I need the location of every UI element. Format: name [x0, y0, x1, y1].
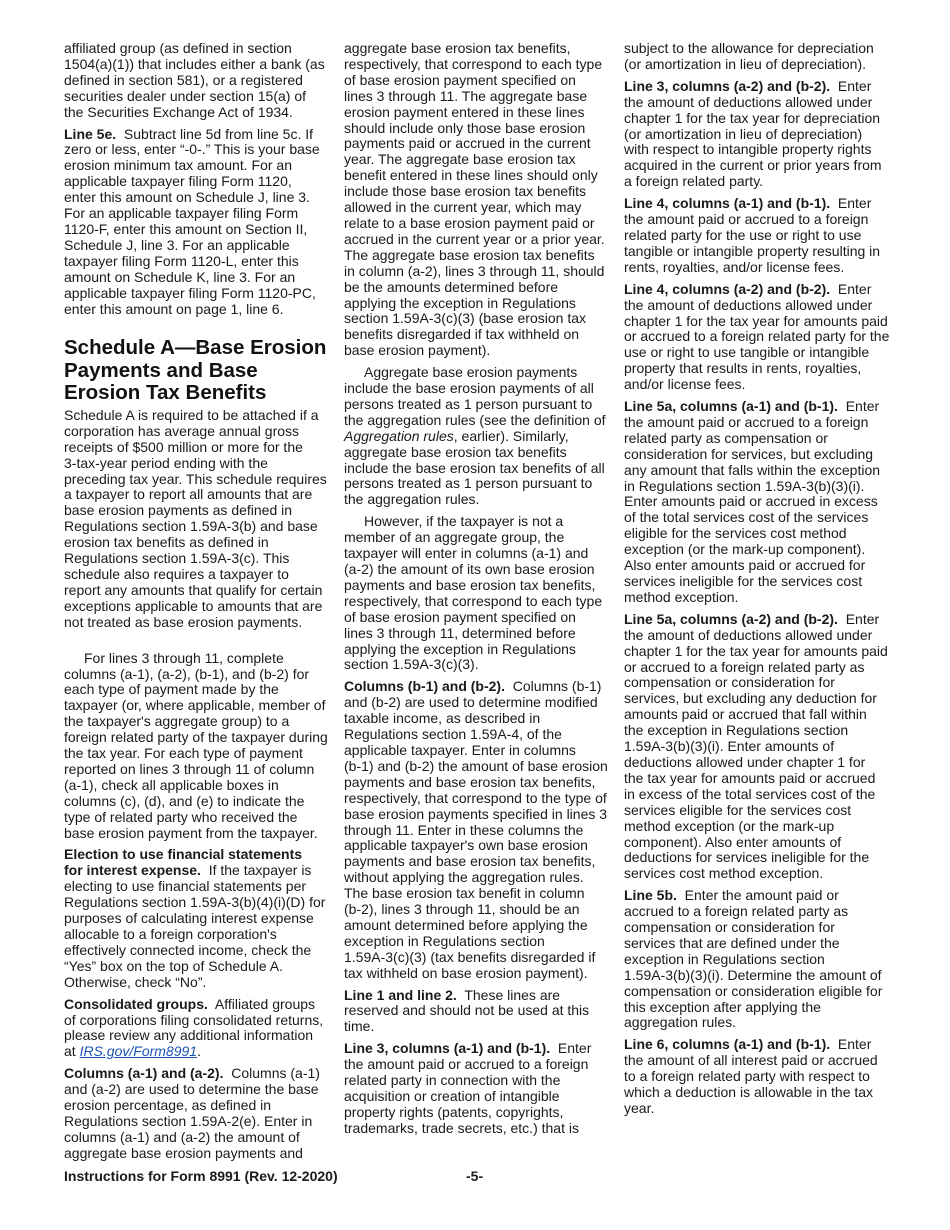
- paragraph: [344, 1041, 614, 1136]
- paragraph-text: These lines are reserved and should not be used at this time.: [344, 986, 590, 1035]
- paragraph-text: Enter the amount paid or accrued to a foreign related party as compensation or consideration for services, but excluding any amount that falls within the exception in Regulations section 1.59A-3(b)(3)(i). Enter amounts paid or accrued in excess of the total services cost of the services eligible for the services cost method exception (or the mark-up component). Also enter amounts paid or accrued for services ineligible for the services cost method exception.: [624, 398, 881, 605]
- paragraph: [624, 612, 894, 882]
- paragraph-lead-in: Line 3, columns (a-1) and (b-1).: [344, 1040, 551, 1057]
- paragraph-text: affiliated group (as defined in section 1504(a)(1)) that includes either a bank (as defined in section 581), or a registered securities dealer under section 15(a) of the Securities Exchange Act of 1934.: [64, 40, 325, 120]
- paragraph-text: Enter the amount of deductions allowed under chapter 1 for the tax year for depreciation (or amortization in lieu of depreciation) with respect to intangible property rights acquired in the current or prior years from a foreign related party.: [624, 77, 882, 190]
- text-column-middle: [344, 41, 614, 1143]
- paragraph-text: Enter the amount paid or accrued to a foreign related party as compensation or consideration for services that are defined under the exception in Regulations section 1.59A-3(b)(3)(i). Determine the amount of compensation or consideration eligible for this exception after applying the aggregation rules.: [624, 887, 883, 1031]
- paragraph-lead-in: Columns (a-1) and (a-2).: [64, 1065, 224, 1082]
- paragraph-lead-in: Columns (b-1) and (b-2).: [344, 678, 505, 695]
- paragraph-lead-in: Line 5a, columns (a-2) and (b-2).: [624, 610, 838, 627]
- paragraph: [624, 888, 894, 1031]
- paragraph: [64, 651, 334, 842]
- paragraph-lead-in: Line 6, columns (a-1) and (b-1).: [624, 1036, 831, 1053]
- paragraph: [344, 365, 614, 508]
- paragraph: [624, 1037, 894, 1117]
- paragraph: [64, 847, 334, 990]
- paragraph-text: Enter the amount of deductions allowed under chapter 1 for the tax year for amounts paid or accrued to a foreign related party as compensation or consideration for services, but excluding any deduction for amounts paid or accrued that fall within the exception in Regulations section 1.59A-3(b)(3)(i). Enter amounts of deductions allowed under chapter 1 for the tax year for amounts paid or accrued in excess of the total services cost of the services eligible for the services cost method exception (or the mark-up component). Also enter amounts of deductions for services ineligible for the services cost method exception.: [624, 610, 888, 882]
- paragraph-text: .: [197, 1043, 201, 1060]
- paragraph: [64, 408, 334, 631]
- text-column-right: [624, 41, 894, 1123]
- paragraph-text: Affiliated groups of corporations filing consolidated returns, please review any additional information at: [64, 995, 324, 1060]
- paragraph: [64, 41, 334, 121]
- section-heading: [64, 337, 334, 405]
- paragraph: [344, 988, 614, 1036]
- paragraph-text: Subtract line 5d from line 5c. If zero or less, enter “-0-.” This is your base erosion minimum tax amount. For an applicable taxpayer filing Form 1120, enter this amount on Schedule J, line 3. For an applicable taxpayer filing Form 1120-F, enter this amount on Section II, Schedule J, line 3. For an applicable taxpayer filing Form 1120-L, enter this amount on Schedule K, line 3. For an applicable taxpayer filing Form 1120-PC, enter this amount on page 1, line 6.: [64, 125, 320, 317]
- paragraph-text: However, if the taxpayer is not a member of an aggregate group, the taxpayer will enter in columns (a-1) and (a-2) the amount of its own base erosion payments and base erosion tax benefits, respectively, that correspond to each type of base erosion payment specified on lines 3 through 11, determined before applying the exception in Regulations section 1.59A-3(c)(3).: [344, 513, 603, 673]
- paragraph-lead-in: Election to use financial statements for interest expense.: [64, 846, 303, 879]
- paragraph: [64, 997, 334, 1061]
- paragraph-text: Aggregate base erosion payments include the base erosion payments of all persons treated as 1 person pursuant to the aggregation rules (see the definition of: [344, 364, 606, 428]
- paragraph-text: Enter the amount of deductions allowed under chapter 1 for the tax year for amounts paid or accrued to a foreign related party for the use or right to use tangible or intangible property that results in rents, royalties, and/or license fees.: [624, 280, 890, 393]
- paragraph-text: Enter the amount of all interest paid or accrued to a foreign related party with respect to which a deduction is allowable in the tax year.: [624, 1036, 878, 1116]
- paragraph: [64, 1066, 334, 1161]
- paragraph-text: Enter the amount paid or accrued to a foreign related party for the use or right to use tangible or intangible property resulting in rents, royalties, and/or license fees.: [624, 195, 881, 275]
- paragraph-lead-in: Line 4, columns (a-1) and (b-1).: [624, 195, 831, 212]
- paragraph: [344, 679, 614, 981]
- italic-term: Aggregation rules: [344, 427, 454, 444]
- paragraph: [624, 399, 894, 606]
- irs-form-link[interactable]: IRS.gov/Form8991: [79, 1043, 198, 1060]
- paragraph-text: Schedule A is required to be attached if a corporation has average annual gross receipts of $500 million or more for the 3-tax-year period ending with the preceding tax year. This schedule requires a taxpayer to report all amounts that are base erosion payments as defined in Regulations section 1.59A-3(b) and base erosion tax benefits as defined in Regulations section 1.59A-3(c). This schedule also requires a taxpayer to report any amounts that qualify for certain exceptions applicable to amounts that are not treated as base erosion payments.: [64, 406, 327, 630]
- paragraph-text: Columns (a-1) and (a-2) are used to determine the base erosion percentage, as defined in Regulations section 1.59A-2(e). Enter in columns (a-1) and (a-2) the amount of aggregate base erosion payments and: [64, 1065, 320, 1161]
- paragraph-text: If the taxpayer is electing to use financial statements per Regulations section 1.59A-3(b)(4)(i)(D) for purposes of calculating interest expense allocable to a foreign corporation's effectively connected income, check the “Yes” box on the top of Schedule A. Otherwise, check “No”.: [64, 862, 326, 990]
- paragraph: [344, 41, 614, 359]
- paragraph: [624, 282, 894, 393]
- paragraph-text: Enter the amount paid or accrued to a foreign related party in connection with the acquisition or creation of intangible property rights (patents, copyrights, trademarks, trade secrets, etc.) that is: [344, 1040, 592, 1136]
- page-number: -5-: [466, 1168, 484, 1184]
- paragraph-text: For lines 3 through 11, complete columns (a-1), (a-2), (b-1), and (b-2) for each type of payment made by the taxpayer (or, where applicable, member of the taxpayer's aggregate group) to a foreign related party of the taxpayer during the tax year. For each type of payment reported on lines 3 through 11 of column (a-1), check all applicable boxes in columns (c), (d), and (e) to indicate the type of related party who received the base erosion payment from the taxpayer.: [64, 649, 328, 841]
- paragraph-text: subject to the allowance for depreciation (or amortization in lieu of depreciation).: [624, 40, 874, 72]
- paragraph-text: , earlier). Similarly, aggregate base erosion tax benefits include the base erosion tax benefits of all persons treated as 1 person pursuant to the aggregation rules.: [344, 427, 605, 508]
- heading-text: Schedule A—Base Erosion Payments and Base Erosion Tax Benefits: [64, 336, 327, 405]
- paragraph: [344, 514, 614, 673]
- paragraph-text: aggregate base erosion tax benefits, respectively, that correspond to each type of base erosion payment specified on lines 3 through 11. The aggregate base erosion payment entered in these lines should include only those base erosion payments paid or accrued in the current year. The aggregate base erosion tax benefit entered in these lines should only include those base erosion tax benefits allowed in the current year, which may relate to a base erosion payment paid or accrued in the current year or a prior year. The aggregate base erosion tax benefits in column (a-2), lines 3 through 11, should be the amounts determined before applying the exception in Regulations section 1.59A-3(c)(3) (base erosion tax benefits disregarded if tax withheld on base erosion payment).: [344, 40, 605, 359]
- paragraph: [624, 41, 894, 73]
- paragraph: [64, 127, 334, 318]
- paragraph-lead-in: Line 5e.: [64, 125, 117, 142]
- paragraph: [624, 196, 894, 276]
- paragraph-text: Columns (b-1) and (b-2) are used to determine modified taxable income, as described in Regulations section 1.59A-4, of the applicable taxpayer. Enter in columns (b-1) and (b-2) the amount of base erosion payments and base erosion tax benefits, respectively, that correspond to the type of base erosion payments specified in lines 3 through 11. Enter in these columns the applicable taxpayer's own base erosion payments and base erosion tax benefits, without applying the aggregation rules. The base erosion tax benefit in column (b-2), lines 3 through 11, should be an amount determined before applying the exception in Regulations section 1.59A-3(c)(3) (tax benefits disregarded if tax withheld on base erosion payment).: [344, 678, 608, 981]
- paragraph-lead-in: Line 5b.: [624, 887, 677, 904]
- footer-form-title: Instructions for Form 8991 (Rev. 12-2020): [64, 1168, 338, 1184]
- paragraph-lead-in: Line 1 and line 2.: [344, 986, 457, 1003]
- paragraph-lead-in: Line 5a, columns (a-1) and (b-1).: [624, 398, 838, 415]
- paragraph-lead-in: Consolidated groups.: [64, 995, 208, 1012]
- paragraph-lead-in: Line 4, columns (a-2) and (b-2).: [624, 280, 831, 297]
- paragraph: [624, 79, 894, 190]
- paragraph-lead-in: Line 3, columns (a-2) and (b-2).: [624, 77, 831, 94]
- text-column-left: [64, 41, 334, 1168]
